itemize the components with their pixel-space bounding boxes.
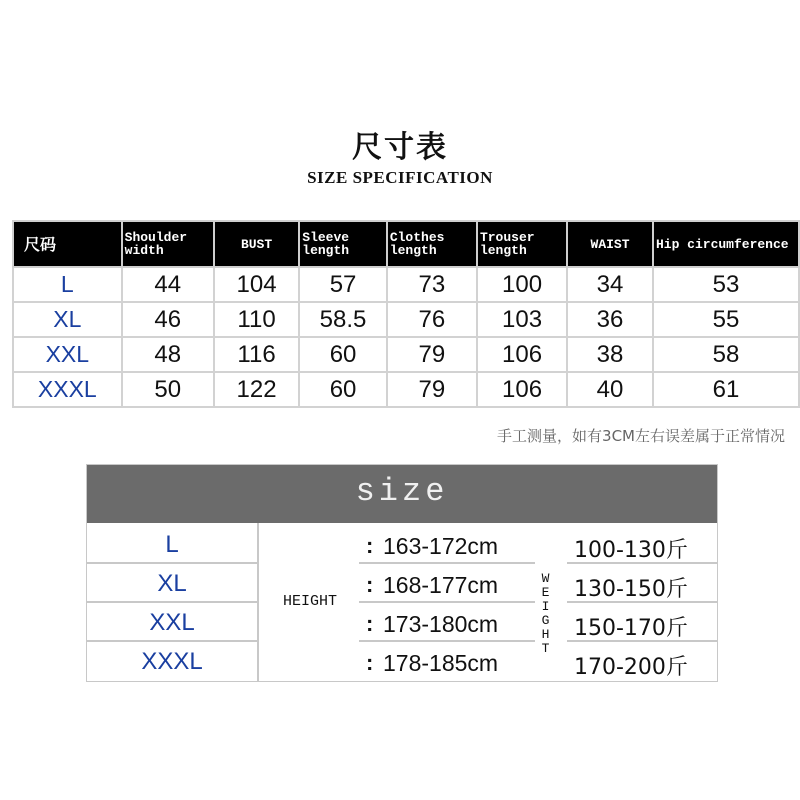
- divider: [87, 601, 257, 603]
- table-row: [13, 302, 799, 337]
- cell-clothes: 76: [387, 302, 477, 337]
- size-cell: XXXL: [141, 648, 203, 675]
- cell-bust: 116: [214, 337, 299, 372]
- colon: :: [366, 533, 374, 558]
- cell-hip: 53: [653, 267, 799, 302]
- weight-range: 150-170斤: [574, 616, 688, 641]
- weight-range: 100-130斤: [574, 538, 688, 563]
- cell-trouser: 106: [477, 372, 567, 407]
- size-cell: XXL: [149, 609, 195, 636]
- cell-bust: 104: [214, 267, 299, 302]
- spec-header-row: [13, 221, 799, 267]
- cell-waist: 40: [567, 372, 653, 407]
- size-cell: L: [165, 531, 179, 558]
- cell-shoulder: 44: [122, 267, 214, 302]
- cell-sleeve: 60: [299, 372, 387, 407]
- cell-sleeve: 57: [299, 267, 387, 302]
- cell-shoulder: 50: [122, 372, 214, 407]
- cell-size: L: [13, 267, 122, 302]
- size-spec-table: [12, 220, 800, 408]
- cell-clothes: 79: [387, 337, 477, 372]
- weight-range: 170-200斤: [574, 655, 688, 680]
- height-range: 178-185cm: [383, 650, 499, 676]
- title-chinese: 尺寸表: [352, 130, 448, 165]
- divider: [87, 640, 257, 642]
- height-range: 173-180cm: [383, 611, 499, 637]
- cell-sleeve: 60: [299, 337, 387, 372]
- cell-trouser: 106: [477, 337, 567, 372]
- cell-bust: 122: [214, 372, 299, 407]
- table-row: [13, 372, 799, 407]
- cell-waist: 38: [567, 337, 653, 372]
- cell-hip: 55: [653, 302, 799, 337]
- cell-trouser: 103: [477, 302, 567, 337]
- cell-waist: 34: [567, 267, 653, 302]
- size-banner-title: size: [355, 473, 449, 510]
- header-hip-circumference: Hip circumference: [653, 221, 799, 267]
- cell-hip: 58: [653, 337, 799, 372]
- colon: :: [366, 611, 374, 636]
- header-sleeve-length: Sleeve length: [299, 221, 387, 267]
- cell-clothes: 79: [387, 372, 477, 407]
- size-banner: [87, 465, 717, 523]
- divider: [257, 523, 259, 681]
- header-waist: WAIST: [567, 221, 653, 267]
- table-row: [13, 337, 799, 372]
- table-row: [13, 267, 799, 302]
- header-shoulder-width: Shoulder width: [122, 221, 214, 267]
- cell-hip: 61: [653, 372, 799, 407]
- colon: :: [366, 572, 374, 597]
- header-clothes-length: Clothes length: [387, 221, 477, 267]
- cell-size: XXXL: [13, 372, 122, 407]
- height-range: 168-177cm: [383, 572, 499, 598]
- cell-shoulder: 46: [122, 302, 214, 337]
- cell-clothes: 73: [387, 267, 477, 302]
- cell-shoulder: 48: [122, 337, 214, 372]
- cell-waist: 36: [567, 302, 653, 337]
- header-size: 尺码: [13, 221, 122, 267]
- header-trouser-length: Trouser length: [477, 221, 567, 267]
- cell-size: XL: [13, 302, 122, 337]
- cell-size: XXL: [13, 337, 122, 372]
- size-cell: XL: [157, 570, 187, 597]
- divider: [87, 562, 257, 564]
- height-label: HEIGHT: [283, 593, 338, 610]
- cell-bust: 110: [214, 302, 299, 337]
- divider: [359, 562, 535, 564]
- cell-trouser: 100: [477, 267, 567, 302]
- height-weight-table: [86, 464, 718, 682]
- weight-range: 130-150斤: [574, 577, 688, 602]
- divider: [359, 640, 535, 642]
- header-bust: BUST: [214, 221, 299, 267]
- title-english: SIZE SPECIFICATION: [307, 168, 493, 187]
- weight-label: WEIGHT: [538, 571, 553, 655]
- measurement-note: 手工测量，如有3CM左右误差属于正常情况: [497, 427, 785, 445]
- divider: [359, 601, 535, 603]
- cell-sleeve: 58.5: [299, 302, 387, 337]
- height-range: 163-172cm: [383, 533, 499, 559]
- colon: :: [366, 650, 374, 675]
